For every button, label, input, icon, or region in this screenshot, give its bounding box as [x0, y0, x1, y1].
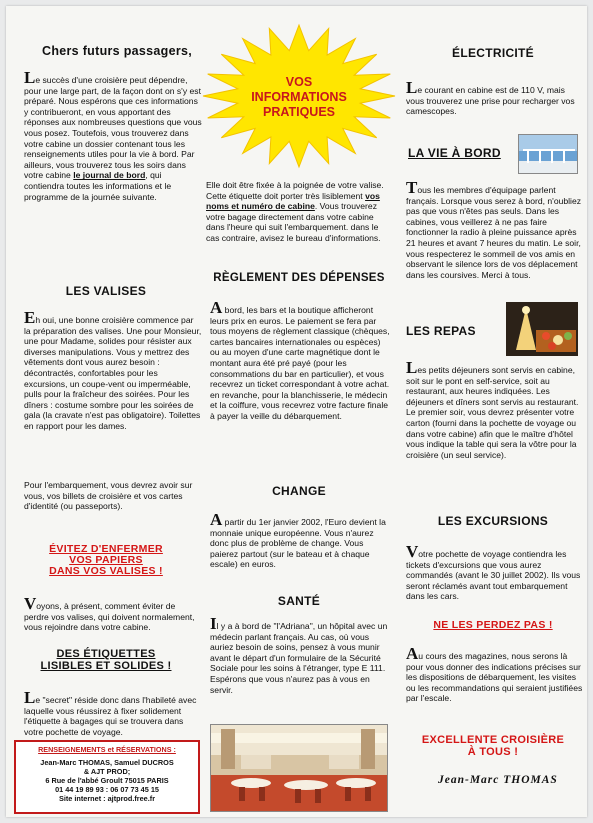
drop-cap: T	[406, 178, 418, 197]
secret-paragraph: Le "secret" réside donc dans l'habileté avec laquelle vous réussirez à fixer solidement l'étiquette à bagages qui se trouvera dans votre pochette de voyage.	[24, 688, 197, 737]
middle-column	[206, 6, 396, 817]
valises-paragraph: Eh oui, une bonne croisière commence par la préparation des valises. Une pour Monsieur, une pour Madame, solides pour résister aux diverses manipulations. Vous y mettrez des vêtements dont vous aurez besoin : décontractés, confortables pour les excursions, un coupe-vent ou imperméable, pulls pour la fraîcheur des soirées. Pour les dîners : costume sombre pour les soirées de gala (la cravate n'est pas obligatoire). Toilettes en rapport pour les dames.	[24, 308, 202, 431]
greeting-heading: Chers futurs passagers,	[42, 44, 193, 58]
reglement-heading: RÈGLEMENT DES DÉPENSES	[213, 272, 385, 284]
drop-cap: A	[406, 644, 419, 663]
restaurant-image	[211, 725, 388, 812]
drop-cap: A	[210, 510, 223, 529]
buffet-photo	[506, 302, 578, 356]
vie-a-bord-paragraph: Tous les membres d'équipage parlent français. Lorsque vous serez à bord, n'oubliez pas que vous n'êtes pas seuls. Dans les cabines, vous veillerez à ne pas faire fonctionner la radio à pleine puissance après 21 heures et avant 7 heures du matin. Le soir, vous respecterez le sommeil de vos amis en observant le silence lors de vos déplacement dans les coursives. Merci à tous.	[406, 178, 582, 280]
valises-heading: LES VALISES	[65, 284, 147, 298]
voyons-paragraph: Voyons, à présent, comment éviter de perdre vos valises, qui doivent normalement, vous rejoindre dans votre cabine.	[24, 594, 195, 633]
vie-a-bord-heading: LA VIE À BORD	[408, 146, 501, 160]
excursions-paragraph: Votre pochette de voyage contiendra les tickets d'excursions que vous aurez commandés (avant le 30 juillet 2002). Ils vous seront réclamés avant tout embarquement dans les cars.	[406, 542, 581, 602]
drop-cap: I	[210, 614, 217, 633]
intro-paragraph: Le succès d'une croisière peut dépendre, pour une large part, de la façon dont on s'y est préparé. Nous espérons que ces informations y contribueront, en vous apportant des réponses aux nombreuses questions que vous vous posez. Toutefois, vous trouverez dans votre cabine un dossier contenant tous les renseignements utiles pour la vie à bord. Par ailleurs, vous trouverez tous les soirs dans votre cabine le journal de bord, qui contiendra toutes les informations et le programme de la journée suivante.	[24, 68, 202, 202]
excellente-heading: EXCELLENTE CROISIÈRE À TOUS !	[421, 734, 565, 758]
change-paragraph: A partir du 1er janvier 2002, l'Euro devient la monnaie unique européenne. Vous n'aurez donc plus de problème de change. Vous paierez partout (sur le bateau et à chaque escale) en euros.	[210, 510, 386, 570]
right-column	[400, 6, 586, 817]
ship-deck-photo	[518, 134, 578, 174]
electricite-heading: ÉLECTRICITÉ	[452, 46, 534, 60]
excursions-heading: LES EXCURSIONS	[437, 514, 549, 528]
drop-cap: L	[24, 68, 36, 87]
sante-paragraph: Il y a à bord de "l'Adriana", un hôpital avec un médecin parlant français. Au cas, où vous auriez besoin de soins, pensez à vous munir avant le départ d'un formulaire de la Sécurité Sociale pour les soins à l'étranger, type E 111. Espérons que vous n'aurez pas à vous en servir.	[210, 614, 388, 695]
perdez-heading: NE LES PERDEZ PAS !	[433, 619, 553, 631]
embarquement-paragraph: Pour l'embarquement, vous devrez avoir sur vous, vos billets de croisière et vos cartes d'identité (ou passeports).	[24, 480, 193, 512]
drop-cap: L	[406, 78, 418, 97]
deck-image	[519, 135, 578, 174]
drop-cap: V	[24, 594, 37, 613]
noms-cabine-text: vos noms et numéro de cabine	[206, 190, 380, 212]
evitez-heading: ÉVITEZ D'ENFERMER VOS PAPIERS DANS VOS VALISES !	[49, 543, 163, 577]
repas-paragraph: Les petits déjeuners sont servis en cabine, soit sur le pont en self-service, soit au restaurant, aux heures indiquées. Les déjeuners et dîners sont servis au restaurant. Le premier soir, vous devrez présenter votre carton (fourni dans la pochette de voyage ou dans votre cabine) afin que le maître d'hôtel vous indique la table qui sera la vôtre pour la croisière (un seul service).	[406, 358, 579, 460]
sante-heading: SANTÉ	[277, 594, 321, 608]
signature: Jean-Marc THOMAS	[438, 774, 558, 786]
repas-heading: LES REPAS	[406, 324, 476, 338]
brochure-page	[6, 6, 587, 817]
website-link: Site internet : ajtprod.free.fr	[58, 794, 156, 803]
drop-cap: V	[406, 542, 419, 561]
contact-info-box: RENSEIGNEMENTS et RÉSERVATIONS : Jean-Marc THOMAS, Samuel DUCROS & AJT PROD; 6 Rue de l'abbé Groult 75015 PARIS 01 44 19 89 93 : 06 07 73 45 15 Site internet : ajtprod.free.fr	[14, 740, 200, 814]
starburst-line-1: VOS	[285, 75, 313, 89]
reglement-paragraph: A bord, les bars et la boutique afficheront leurs prix en euros. Le paiement se fera par tous moyens de règlement classique (chèques, cartes bancaires internationales ou espèces) ou au moyen d'une carte magnétique dont le montant aura été pré payé (pour les consommations du bar en particulier), et vous recevrez un ticket correspondant à votre achat. en revanche, pour la blanchisserie, le médecin et la coiffure, vous recevrez votre facture finale à payer la veille du débarquement.	[210, 298, 390, 421]
journal-de-bord-text: le journal de bord	[73, 170, 146, 181]
drop-cap: L	[406, 358, 418, 377]
drop-cap: A	[210, 298, 223, 317]
etiquette-paragraph: Elle doit être fixée à la poignée de votre valise. Cette étiquette doit porter très lisiblement vos noms et numéro de cabine. Vous trouverez votre bagage directement dans votre cabine dans l'heure qui suit l'embarquement. dans le cas contraire, avisez le bureau d'informations.	[206, 180, 384, 243]
drop-cap: L	[24, 688, 36, 707]
change-heading: CHANGE	[272, 484, 326, 498]
magazines-paragraph: Au cours des magazines, nous serons là pour vous donner des indications précises sur les dispositions de débarquement, les visites ou les recommandations qui seraient justifiées par l'escale.	[406, 644, 583, 704]
starburst-line-3: PRATIQUES	[263, 105, 335, 119]
left-column	[12, 6, 200, 817]
restaurant-photo	[210, 724, 388, 812]
starburst-line-2: INFORMATIONS	[251, 90, 347, 104]
phone-numbers: 01 44 19 89 93 : 06 07 73 45 15	[55, 785, 159, 794]
contact-title: RENSEIGNEMENTS et RÉSERVATIONS :	[38, 745, 176, 754]
etiquettes-heading: DES ÉTIQUETTES LISIBLES ET SOLIDES !	[40, 648, 172, 672]
drop-cap: E	[24, 308, 36, 327]
electricite-paragraph: Le courant en cabine est de 110 V, mais vous trouverez une prise pour recharger vos camescopes.	[406, 78, 575, 117]
buffet-image	[506, 302, 578, 356]
